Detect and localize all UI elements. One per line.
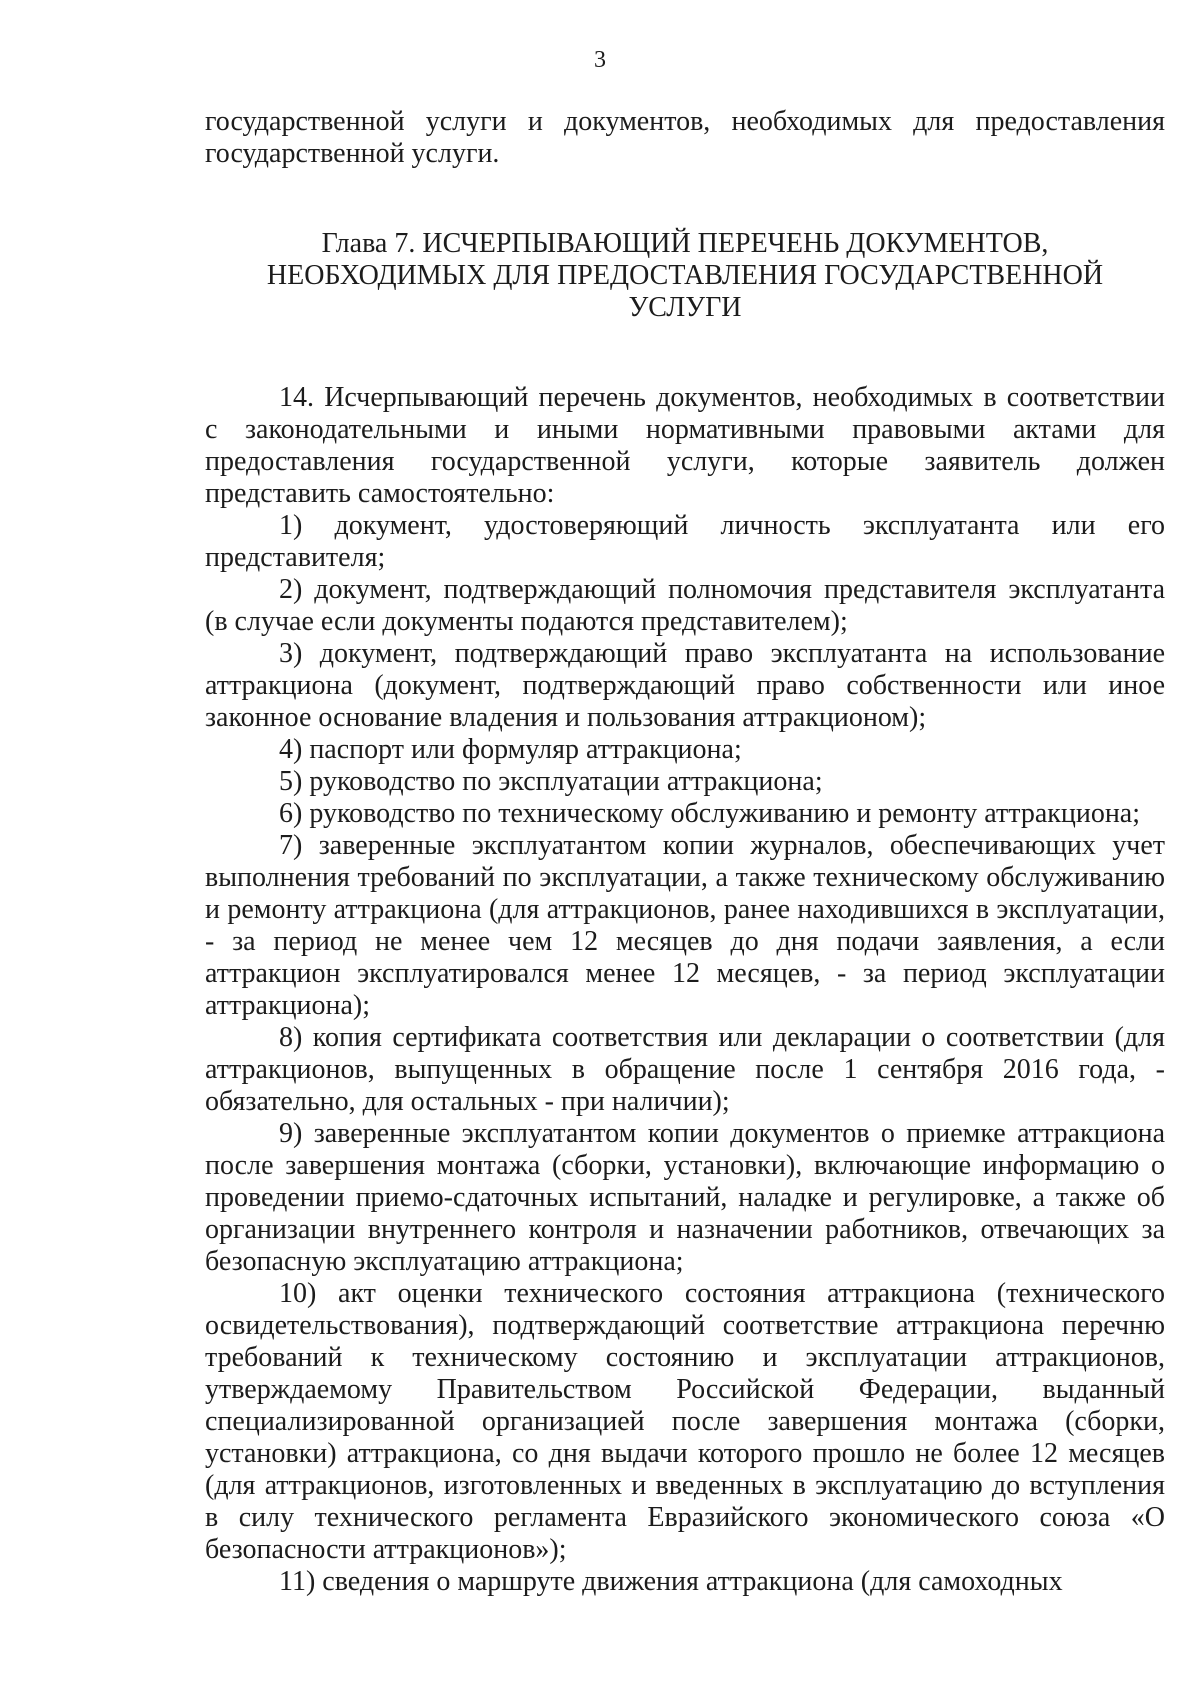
list-item-9: 9) заверенные эксплуатантом копии документов о приемке аттракциона после завершения монтажа (сборки, установки), включающие информацию о проведении приемо-сдаточных испытаний, наладке и регулировке, а также об организации внутреннего контроля и назначении работников, отвечающих за безопасную эксплуатацию аттракциона; <box>205 1118 1165 1277</box>
list-item-7: 7) заверенные эксплуатантом копии журналов, обеспечивающих учет выполнения требований по эксплуатации, а также техническому обслуживанию и ремонту аттракциона (для аттракционов, ранее находившихся в эксплуатации, - за период не менее чем 12 месяцев до дня подачи заявления, а если аттракцион эксплуатировался менее 12 месяцев, - за период эксплуатации аттракциона); <box>205 830 1165 1021</box>
list-item-2: 2) документ, подтверждающий полномочия представителя эксплуатанта (в случае если документы подаются представителем); <box>205 574 1165 637</box>
page-number: 3 <box>594 47 606 73</box>
chapter-heading-line-1: Глава 7. ИСЧЕРПЫВАЮЩИЙ ПЕРЕЧЕНЬ ДОКУМЕНТОВ, <box>321 228 1049 259</box>
list-item-8: 8) копия сертификата соответствия или декларации о соответствии (для аттракционов, выпущенных в обращение после 1 сентября 2016 года, - обязательно, для остальных - при наличии); <box>205 1022 1165 1117</box>
chapter-heading-line-3: УСЛУГИ <box>628 292 742 323</box>
document-body <box>205 106 1165 1598</box>
intro-paragraph: государственной услуги и документов, необходимых для предоставления государственной услуги. <box>205 106 1165 169</box>
chapter-heading <box>205 228 1165 324</box>
list-item-10: 10) акт оценки технического состояния аттракциона (технического освидетельствования), подтверждающий соответствие аттракциона перечню требований к техническому состоянию и эксплуатации аттракционов, утверждаемому Правительством Российской Федерации, выданный специализированной организацией после завершения монтажа (сборки, установки) аттракциона, со дня выдачи которого прошло не более 12 месяцев (для аттракционов, изготовленных и введенных в эксплуатацию до вступления в силу технического регламента Евразийского экономического союза «О безопасности аттракционов»); <box>205 1278 1165 1565</box>
list-item-5: 5) руководство по эксплуатации аттракциона; <box>279 766 823 797</box>
list-item-1: 1) документ, удостоверяющий личность эксплуатанта или его представителя; <box>205 510 1165 573</box>
list-item-3: 3) документ, подтверждающий право эксплуатанта на использование аттракциона (документ, подтверждающий право собственности или иное законное основание владения и пользования аттракционом); <box>205 638 1165 733</box>
list-item-11: 11) сведения о маршруте движения аттракциона (для самоходных <box>279 1566 1063 1597</box>
section-14-paragraph: 14. Исчерпывающий перечень документов, необходимых в соответствии с законодательными и иными нормативными правовыми актами для предоставления государственной услуги, которые заявитель должен представить самостоятельно: <box>205 382 1165 509</box>
list-item-4: 4) паспорт или формуляр аттракциона; <box>279 734 742 765</box>
chapter-heading-line-2: НЕОБХОДИМЫХ ДЛЯ ПРЕДОСТАВЛЕНИЯ ГОСУДАРСТВЕННОЙ <box>266 260 1104 291</box>
list-item-6: 6) руководство по техническому обслуживанию и ремонту аттракциона; <box>279 798 1141 829</box>
